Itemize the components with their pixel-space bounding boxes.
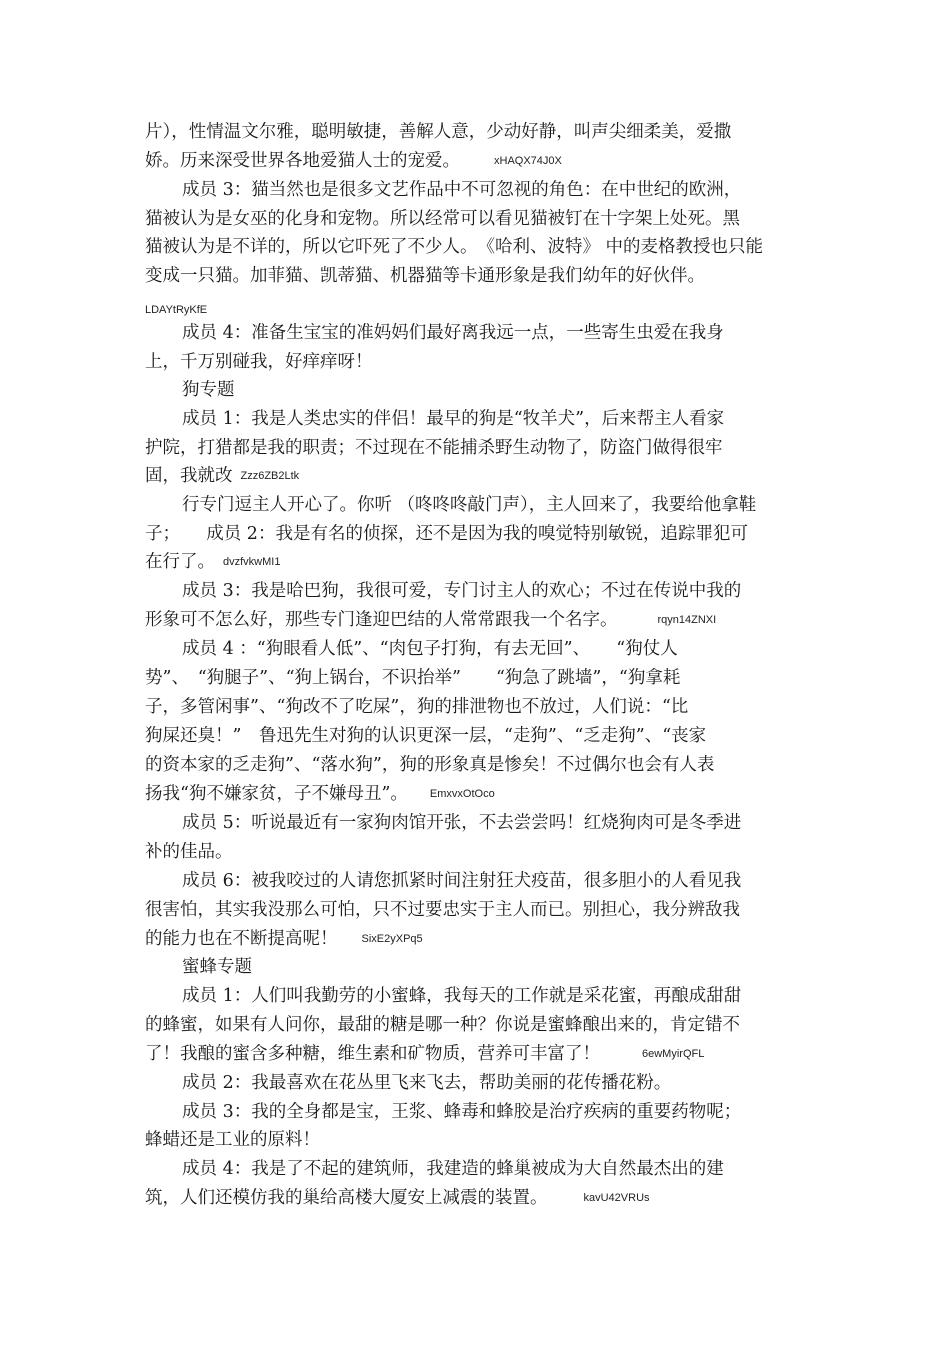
watermark-code: dvzfvkwMI1 [223, 556, 281, 568]
watermark-code: kavU42VRUs [583, 1192, 650, 1204]
text-line: 的蜂蜜，如果有人问你，最甜的糖是哪一种？你说是蜜蜂酿出来的，肯定错不 [145, 1015, 740, 1035]
text-line: 成员 1：人们叫我勤劳的小蜜蜂，我每天的工作就是采花蜜，再酿成甜甜 [182, 986, 742, 1006]
text-line: 成员 5：听说最近有一家狗肉馆开张，不去尝尝吗！红烧狗肉可是冬季进 [182, 813, 742, 833]
text-line: 狗屎还臭！” 鲁迅先生对狗的认识更深一层，“走狗”、“乏走狗”、“丧家 [145, 726, 707, 746]
text-line: 变成一只猫。加菲猫、凯蒂猫、机器猫等卡通形象是我们幼年的好伙伴。 [145, 266, 705, 286]
text-line: 成员 4：我是了不起的建筑师，我建造的蜂巢被成为大自然最杰出的建 [182, 1159, 724, 1179]
watermark-code: SixE2yXPq5 [361, 933, 423, 945]
text-line: 蜂蜡还是工业的原料！ [145, 1130, 320, 1150]
text-line: 子，多管闲事”、“狗改不了吃屎”，狗的排泄物也不放过，人们说：“比 [145, 697, 689, 717]
watermark-code: 6ewMyirQFL [642, 1048, 705, 1060]
watermark-code: rqyn14ZNXI [657, 614, 717, 626]
text-line: 片），性情温文尔雅，聪明敏捷，善解人意，少动好静，叫声尖细柔美，爱撒 [145, 122, 732, 142]
text-line: 形象可不怎么好，那些专门逢迎巴结的人常常跟我一个名字。 rqyn14ZNXI [145, 610, 717, 630]
section-heading: 狗专题 [182, 380, 235, 400]
text-line: 行专门逗主人开心了。你听 （咚咚咚敲门声），主人回来了，我要给他拿鞋 [182, 495, 757, 515]
text-line: 势”、 “狗腿子”、“狗上锅台，不识抬举” “狗急了跳墙”，“狗拿耗 [145, 668, 681, 688]
text-line: 成员 6：被我咬过的人请您抓紧时间注射狂犬疫苗，很多胆小的人看见我 [182, 871, 742, 891]
text-line: 在行了。 dvzfvkwMI1 [145, 552, 281, 572]
text-line: 成员 3：猫当然也是很多文艺作品中不可忽视的角色：在中世纪的欧洲， [182, 180, 742, 200]
text-line: 猫被认为是女巫的化身和宠物。所以经常可以看见猫被钉在十字架上处死。黑 [145, 209, 740, 229]
text-line: 猫被认为是不详的，所以它吓死了不少人。 《哈利、波特》 中的麦格教授也只能 [145, 237, 764, 257]
text-line: 的能力也在不断提高呢！ SixE2yXPq5 [145, 929, 423, 949]
text-line: 成员 4：准备生宝宝的准妈妈们最好离我远一点，一些寄生虫爱在我身 [182, 323, 724, 343]
text-line: 扬我“狗不嫌家贫，子不嫌母丑”。 EmxvxOtOco [145, 784, 495, 804]
text-line: 了！我酿的蜜含多种糖，维生素和矿物质，营养可丰富了！ 6ewMyirQFL [145, 1044, 705, 1064]
text-line: 补的佳品。 [145, 842, 233, 862]
text-line: 固，我就改 Zzz6ZB2Ltk [145, 466, 300, 486]
text-line: 很害怕，其实我没那么可怕，只不过要忠实于主人而已。别担心，我分辨敌我 [145, 900, 740, 920]
text-line: 上，千万别碰我，好痒痒呀！ [145, 352, 373, 372]
text-line: 成员 4 ：“狗眼看人低”、“肉包子打狗，有去无回”、 “狗仗人 [182, 639, 678, 659]
text-line: 护院，打猎都是我的职责；不过现在不能捕杀野生动物了，防盗门做得很牢 [145, 438, 723, 458]
text-line: 的资本家的乏走狗”、“落水狗”，狗的形象真是惨矣！不过偶尔也会有人表 [145, 755, 715, 775]
text-line: 筑，人们还模仿我的巢给高楼大厦安上减震的装置。 kavU42VRUs [145, 1188, 650, 1208]
watermark-code: EmxvxOtOco [429, 788, 495, 800]
watermark-code: xHAQX74J0X [494, 155, 562, 167]
text-line: 成员 3：我是哈巴狗，我很可爱，专门讨主人的欢心；不过在传说中我的 [182, 581, 742, 601]
text-line: 成员 3：我的全身都是宝，王浆、蜂毒和蜂胶是治疗疾病的重要药物呢； [182, 1102, 742, 1122]
text-line: 成员 1：我是人类忠实的伴侣！最早的狗是“牧羊犬”，后来帮主人看家 [182, 409, 725, 429]
text-line: 成员 2：我最喜欢在花丛里飞来飞去，帮助美丽的花传播花粉。 [182, 1073, 672, 1093]
text-line [145, 302, 207, 320]
watermark-code: LDAYtRyKfE [145, 304, 208, 316]
text-line: 娇。历来深受世界各地爱猫人士的宠爱。 xHAQX74J0X [145, 151, 562, 171]
text-line: 子； 成员 2：我是有名的侦探，还不是因为我的嗅觉特别敏锐，追踪罪犯可 [145, 524, 748, 544]
watermark-code: Zzz6ZB2Ltk [240, 470, 300, 482]
section-heading: 蜜蜂专题 [182, 957, 252, 977]
